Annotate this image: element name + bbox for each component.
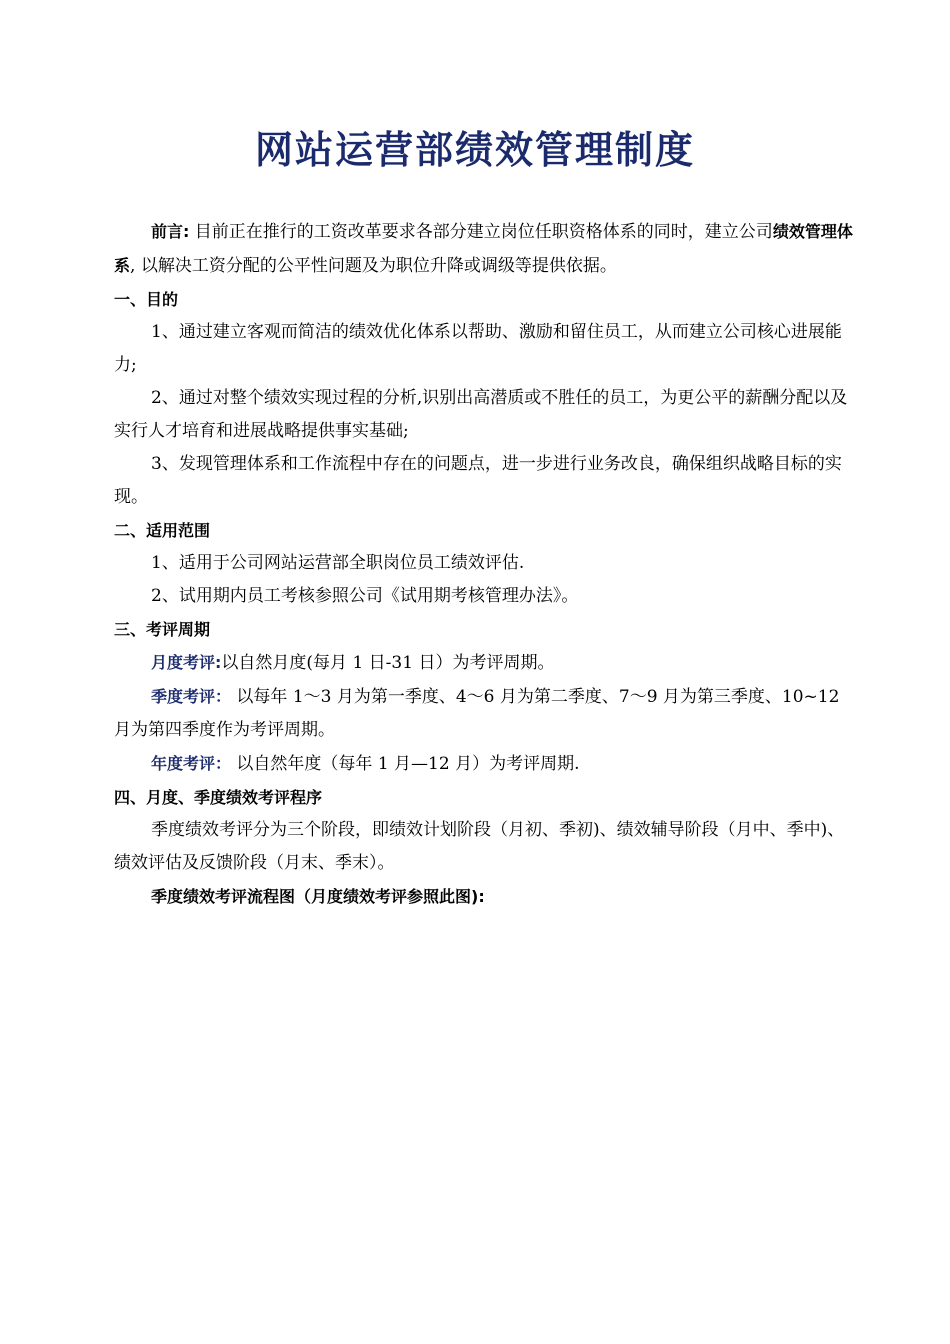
preface-label: 前言:	[151, 222, 190, 241]
section-heading-procedure: 四、月度、季度绩效考评程序	[114, 788, 323, 807]
cycle-monthly-text: 以自然月度(每月 1 日-31 日）为考评周期。	[221, 653, 555, 673]
section-heading-purpose: 一、目的	[114, 290, 179, 309]
cycle-quarterly	[114, 680, 854, 747]
cycle-annual-label: 年度考评：	[151, 754, 232, 773]
purpose-item-2: 2、通过对整个绩效实现过程的分析,识别出高潜质或不胜任的员工，为更公平的薪酬分配以及实行人才培育和进展战略提供事实基础;	[114, 388, 848, 441]
cycle-quarterly-label: 季度考评：	[151, 687, 232, 706]
cycle-monthly-label: 月度考评:	[151, 653, 222, 672]
cycle-annual-text: 以自然年度（每年 1 月—12 月）为考评周期.	[231, 754, 580, 774]
purpose-item-1: 1、通过建立客观而简洁的绩效优化体系以帮助、激励和留住员工，从而建立公司核心进展能力;	[114, 322, 842, 375]
procedure-paragraph: 季度绩效考评分为三个阶段，即绩效计划阶段（月初、季初)、绩效辅导阶段（月中、季中)、绩效评估及反馈阶段（月末、季末）。	[114, 820, 845, 873]
cycle-annual	[114, 747, 854, 781]
scope-item-2: 2、试用期内员工考核参照公司《试用期考核管理办法》。	[151, 586, 579, 606]
document-body	[114, 215, 854, 913]
cycle-monthly	[114, 646, 854, 680]
preface-text-after: , 以解决工资分配的公平性问题及为职位升降或调级等提供依据。	[130, 256, 617, 276]
preface-text-before: 目前正在推行的工资改革要求各部分建立岗位任职资格体系的同时，建立公司	[189, 222, 773, 242]
section-heading-cycle: 三、考评周期	[114, 620, 211, 639]
document-title: 网站运营部绩效管理制度	[254, 127, 695, 172]
purpose-item-3: 3、发现管理体系和工作流程中存在的问题点，进一步进行业务改良，确保组织战略目标的实现。	[114, 454, 842, 507]
section-heading-scope: 二、适用范围	[114, 521, 211, 540]
preface-bold-term: 绩效管理体系	[114, 222, 853, 275]
flowchart-caption: 季度绩效考评流程图（月度绩效考评参照此图):	[151, 887, 485, 906]
preface-paragraph	[114, 215, 854, 283]
cycle-quarterly-text: 以每年 1～3 月为第一季度、4～6 月为第二季度、7～9 月为第三季度、10~12 月为第四季度作为考评周期。	[114, 687, 840, 740]
scope-item-1: 1、适用于公司网站运营部全职岗位员工绩效评估.	[151, 553, 525, 573]
